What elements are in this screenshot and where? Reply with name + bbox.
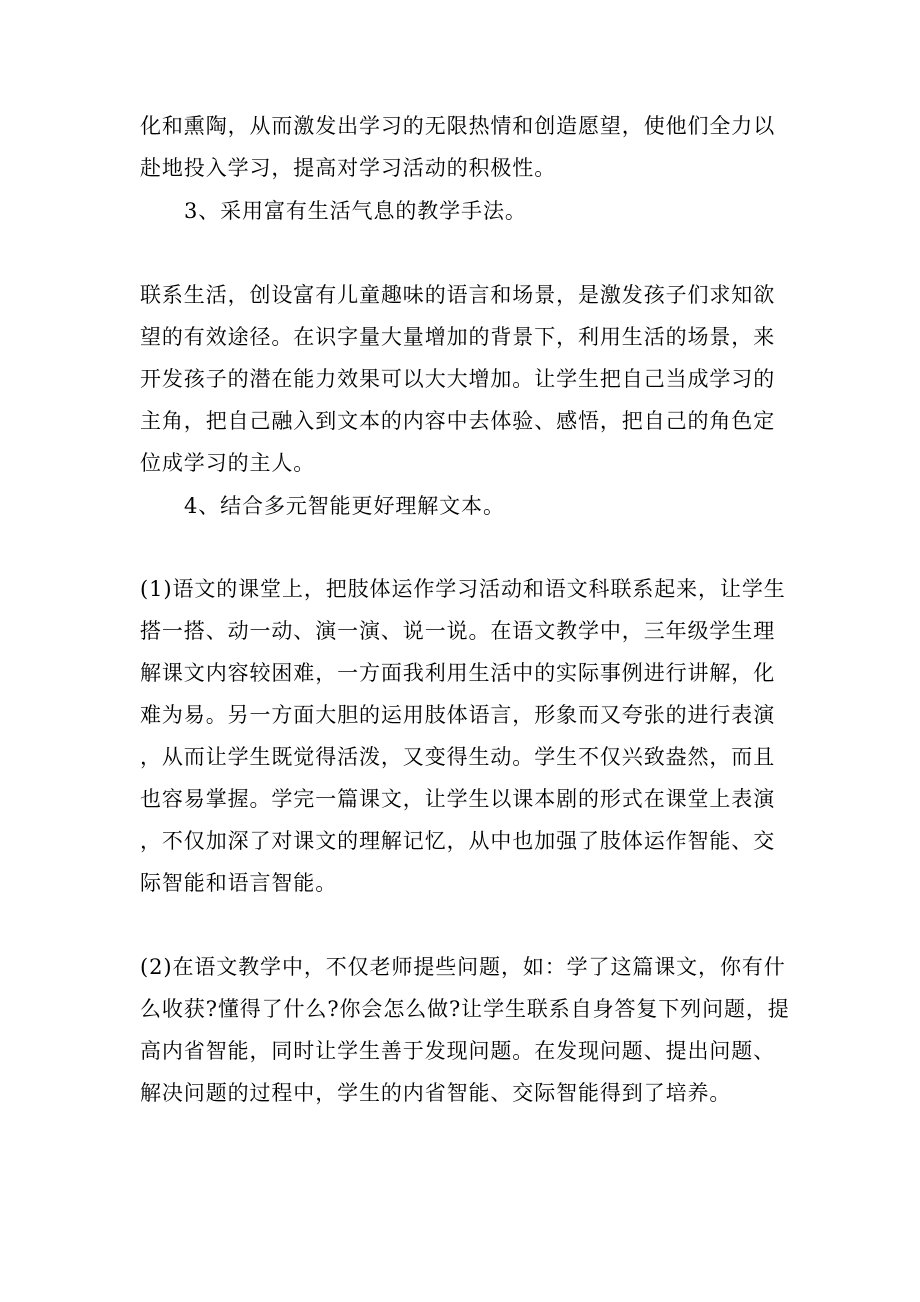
paragraph-3-line-7: ，不仅加深了对课文的理解记忆，从中也加强了肢体运作智能、交 <box>140 829 776 853</box>
section-heading-3: 3、采用富有生活气息的教学手法。 <box>184 199 527 223</box>
paragraph-2-line-2: 望的有效途径。在识字量大量增加的背景下，利用生活的场景，来 <box>140 325 776 349</box>
paragraph-4-line-3: 高内省智能，同时让学生善于发现问题。在发现问题、提出问题、 <box>140 1039 776 1063</box>
paragraph-2-line-4: 主角，把自己融入到文本的内容中去体验、感悟，把自己的角色定 <box>140 409 776 433</box>
paragraph-3-line-4: 难为易。另一方面大胆的运用肢体语言，形象而又夸张的进行表演 <box>140 703 776 727</box>
paragraph-2-line-3: 开发孩子的潜在能力效果可以大大增加。让学生把自己当成学习的 <box>140 367 776 391</box>
paragraph-3-line-3: 解课文内容较困难，一方面我利用生活中的实际事例进行讲解，化 <box>140 661 776 685</box>
paragraph-1-line-2: 赴地投入学习，提高对学习活动的积极性。 <box>140 156 557 180</box>
paragraph-3-line-6: 也容易掌握。学完一篇课文，让学生以课本剧的形式在课堂上表演 <box>140 787 776 811</box>
paragraph-3-line-8: 际智能和语言智能。 <box>140 871 338 895</box>
paragraph-4-line-4: 解决问题的过程中，学生的内省智能、交际智能得到了培养。 <box>140 1081 732 1105</box>
paragraph-2-line-5: 位成学习的主人。 <box>140 451 316 475</box>
paragraph-3-line-5: ，从而让学生既觉得活泼，又变得生动。学生不仅兴致盎然，而且 <box>140 745 776 769</box>
paragraph-2-line-1: 联系生活，创设富有儿童趣味的语言和场景，是激发孩子们求知欲 <box>140 283 776 307</box>
section-heading-4: 4、结合多元智能更好理解文本。 <box>184 494 505 518</box>
paragraph-4-line-2: 么收获?懂得了什么?你会怎么做?让学生联系自身答复下列问题，提 <box>140 997 790 1021</box>
paragraph-3-line-1: (1)语文的课堂上，把肢体运作学习活动和语文科联系起来，让学生 <box>140 577 786 601</box>
paragraph-4-line-1: (2)在语文教学中，不仅老师提些问题，如：学了这篇课文，你有什 <box>140 955 786 979</box>
paragraph-3-line-2: 搭一搭、动一动、演一演、说一说。在语文教学中，三年级学生理 <box>140 619 776 643</box>
paragraph-1-line-1: 化和熏陶，从而激发出学习的无限热情和创造愿望，使他们全力以 <box>140 114 776 138</box>
